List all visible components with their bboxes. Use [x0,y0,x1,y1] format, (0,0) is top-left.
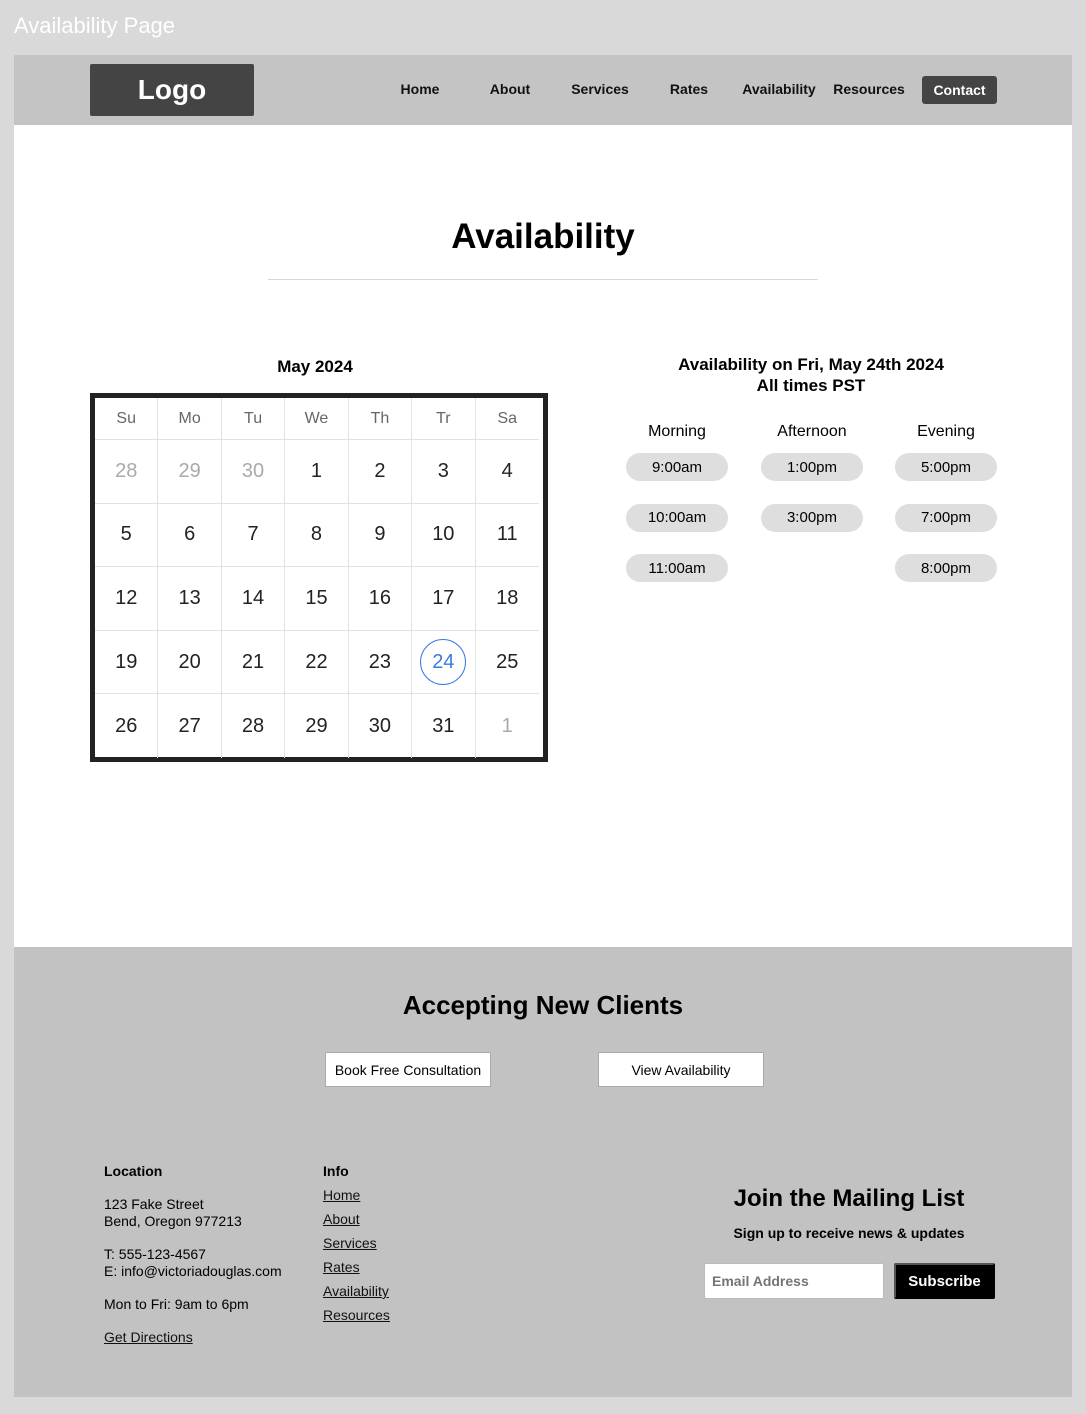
calendar-day[interactable]: 26 [95,694,158,758]
calendar-day-outside-month[interactable]: 30 [222,440,285,504]
calendar-day[interactable]: 28 [222,694,285,758]
calendar-day[interactable]: 11 [476,504,539,568]
nav-about[interactable]: About [489,81,531,97]
calendar-day-outside-month[interactable]: 29 [158,440,221,504]
info-title: Info [323,1163,349,1179]
view-availability-button[interactable]: View Availability [598,1052,764,1087]
weekday-label: Sa [476,398,539,440]
calendar-day[interactable]: 16 [349,567,412,631]
calendar-week-row [95,631,539,695]
weekday-label: Mo [158,398,221,440]
slot-column-title: Afternoon [777,423,847,440]
time-slot-button[interactable]: 11:00am [626,554,728,582]
mailing-form [704,1263,994,1299]
site-header [14,55,1072,125]
availability-date: Availability on Fri, May 24th 2024 [678,355,944,374]
calendar-month-label: May 2024 [277,357,353,376]
calendar-week-row [95,567,539,631]
time-slot-button[interactable]: 9:00am [626,453,728,481]
time-slot-button[interactable]: 3:00pm [761,504,863,532]
hours: Mon to Fri: 9am to 6pm [104,1296,249,1312]
footer-link-home[interactable]: Home [323,1187,361,1203]
weekday-label: Th [349,398,412,440]
slot-column-afternoon [761,423,863,554]
calendar-day[interactable]: 13 [158,567,221,631]
calendar-day[interactable]: 20 [158,631,221,695]
nav-home[interactable]: Home [400,81,440,97]
address-line-1: 123 Fake Street [104,1196,204,1212]
page-frame [14,55,1072,1397]
info-column [323,1163,390,1330]
frame-label: Availability Page [14,13,176,38]
weekday-label: Su [95,398,158,440]
calendar-week-row [95,504,539,568]
calendar-day[interactable]: 18 [476,567,539,631]
availability-timezone: All times PST [756,376,866,395]
time-slot-button[interactable]: 8:00pm [895,554,997,582]
footer-link-rates[interactable]: Rates [323,1259,360,1275]
calendar [90,393,548,762]
calendar-day[interactable]: 15 [285,567,348,631]
calendar-day[interactable]: 12 [95,567,158,631]
logo[interactable]: Logo [90,64,254,116]
calendar-day[interactable]: 27 [158,694,221,758]
calendar-day[interactable]: 10 [412,504,475,568]
calendar-day[interactable]: 3 [412,440,475,504]
calendar-day[interactable]: 30 [349,694,412,758]
calendar-day[interactable]: 21 [222,631,285,695]
calendar-day-outside-month[interactable]: 1 [501,714,513,737]
calendar-day-selected[interactable] [412,631,475,695]
time-slot-button[interactable]: 5:00pm [895,453,997,481]
subscribe-button[interactable]: Subscribe [894,1263,995,1299]
weekday-label: Tu [222,398,285,440]
nav-resources[interactable]: Resources [833,81,905,97]
calendar-day[interactable]: 25 [476,631,539,695]
calendar-day[interactable]: 29 [285,694,348,758]
calendar-day[interactable]: 31 [412,694,475,758]
phone: T: 555-123-4567 [104,1246,206,1262]
calendar-weekday-row [95,398,539,440]
email: E: info@victoriadouglas.com [104,1263,282,1279]
footer-link-resources[interactable]: Resources [323,1307,390,1323]
calendar-grid [95,398,539,758]
title-divider [268,279,818,280]
calendar-day[interactable]: 1 [285,440,348,504]
mailing-list [704,1185,994,1299]
book-consultation-button[interactable]: Book Free Consultation [325,1052,491,1087]
site-footer [14,947,1072,1397]
time-slot-button[interactable]: 10:00am [626,504,728,532]
location-column [104,1163,282,1346]
calendar-day-outside-month[interactable]: 28 [95,440,158,504]
calendar-day[interactable]: 6 [158,504,221,568]
calendar-day[interactable]: 22 [285,631,348,695]
calendar-day[interactable]: 14 [222,567,285,631]
mailing-list-subtitle: Sign up to receive news & updates [733,1225,965,1241]
slot-column-evening [895,423,997,605]
calendar-day[interactable]: 23 [349,631,412,695]
slot-column-title: Evening [917,423,975,440]
time-slot-button[interactable]: 7:00pm [895,504,997,532]
availability-heading [626,354,996,396]
calendar-week-row [95,694,539,758]
calendar-day[interactable]: 9 [349,504,412,568]
calendar-day[interactable]: 17 [412,567,475,631]
weekday-label: Tr [412,398,475,440]
mailing-list-title: Join the Mailing List [733,1185,965,1212]
slot-column-morning [626,423,728,605]
calendar-day[interactable]: 2 [349,440,412,504]
get-directions-link[interactable]: Get Directions [104,1329,193,1345]
nav-services[interactable]: Services [571,81,629,97]
nav-rates[interactable]: Rates [669,81,709,97]
weekday-label: We [285,398,348,440]
selected-day-circle: 24 [420,639,466,685]
contact-details [104,1246,282,1280]
page-title: Availability [451,217,635,256]
footer-link-services[interactable]: Services [323,1235,377,1251]
calendar-day[interactable]: 7 [222,504,285,568]
calendar-day[interactable]: 5 [95,504,158,568]
slot-column-title: Morning [648,423,706,440]
calendar-day[interactable]: 4 [476,440,539,504]
location-title: Location [104,1163,163,1179]
email-input[interactable] [704,1263,884,1299]
calendar-day[interactable]: 8 [285,504,348,568]
address-line-2: Bend, Oregon 977213 [104,1213,242,1229]
cta-title: Accepting New Clients [402,990,684,1020]
time-slot-button[interactable]: 1:00pm [761,453,863,481]
nav-contact-button[interactable]: Contact [922,76,997,104]
footer-link-about[interactable]: About [323,1211,360,1227]
calendar-day[interactable]: 19 [95,631,158,695]
footer-link-availability[interactable]: Availability [323,1283,389,1299]
nav-availability[interactable]: Availability [742,81,816,97]
calendar-week-row [95,440,539,504]
address [104,1196,282,1230]
